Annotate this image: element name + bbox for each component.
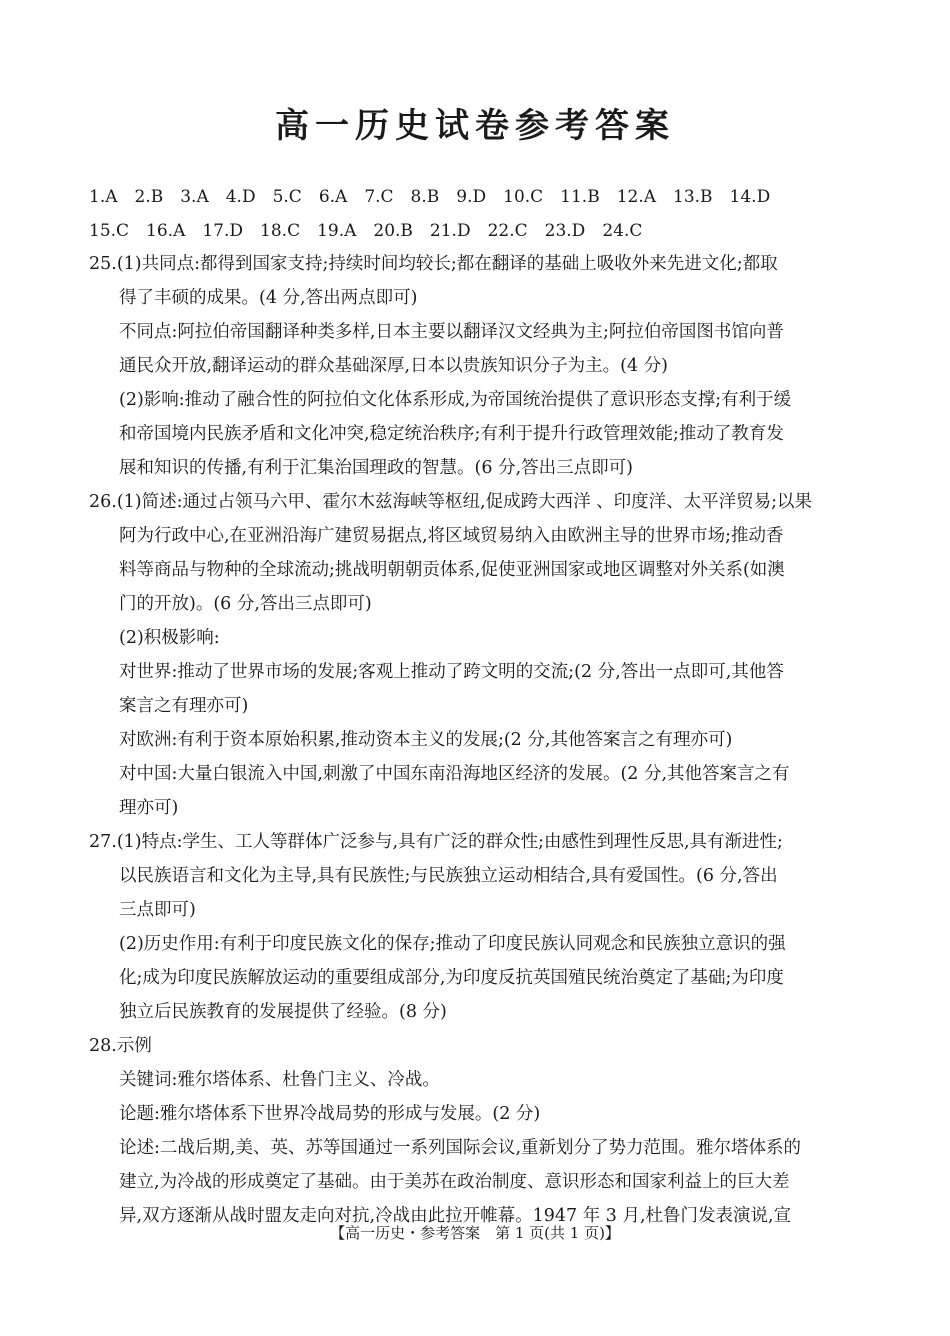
choice-answer: 19.A bbox=[317, 221, 357, 241]
page-footer: 【高一历史・参考答案 第 1 页(共 1 页)】 bbox=[330, 1224, 620, 1242]
answer-line: 案言之有理亦可) bbox=[119, 696, 249, 716]
choice-answer: 14.D bbox=[729, 187, 771, 207]
answer-line: 和帝国境内民族矛盾和文化冲突,稳定统治秩序;有利于提升行政管理效能;推动了教育发 bbox=[119, 424, 784, 444]
choice-answer: 13.B bbox=[673, 187, 713, 207]
choice-answer: 5.C bbox=[272, 187, 302, 207]
answer-body bbox=[89, 247, 864, 1233]
answer-line: 展和知识的传播,有利于汇集治国理政的智慧。(6 分,答出三点即可) bbox=[119, 458, 633, 478]
answer-line: 理亦可) bbox=[119, 798, 179, 818]
answer-line: 论述:二战后期,美、英、苏等国通过一系列国际会议,重新划分了势力范围。雅尔塔体系的 bbox=[119, 1138, 802, 1158]
choice-answer: 10.C bbox=[503, 187, 544, 207]
answer-line: 以民族语言和文化为主导,具有民族性;与民族独立运动相结合,具有爱国性。(6 分,答出 bbox=[119, 866, 778, 886]
choice-answer: 8.B bbox=[410, 187, 440, 207]
answer-line: 论题:雅尔塔体系下世界冷战局势的形成与发展。(2 分) bbox=[119, 1104, 541, 1124]
answer-line: 得了丰硕的成果。(4 分,答出两点即可) bbox=[119, 288, 418, 308]
choice-answer: 11.B bbox=[560, 187, 600, 207]
answer-line: 独立后民族教育的发展提供了经验。(8 分) bbox=[119, 1002, 447, 1022]
choice-answer: 2.B bbox=[134, 187, 164, 207]
answer-line: 关键词:雅尔塔体系、杜鲁门主义、冷战。 bbox=[119, 1070, 440, 1090]
answer-line: 三点即可) bbox=[119, 900, 196, 920]
choice-answer: 20.B bbox=[373, 221, 413, 241]
page-title: 高一历史试卷参考答案 bbox=[275, 106, 675, 146]
choice-answer: 22.C bbox=[487, 221, 528, 241]
answer-line: 门的开放)。(6 分,答出三点即可) bbox=[119, 594, 372, 614]
answer-line: 对欧洲:有利于资本原始积累,推动资本主义的发展;(2 分,其他答案言之有理亦可) bbox=[119, 730, 733, 750]
answer-line: 25.(1)共同点:都得到国家支持;持续时间均较长;都在翻译的基础上吸收外来先进文化;都取 bbox=[89, 254, 778, 274]
answer-line: 通民众开放,翻译运动的群众基础深厚,日本以贵族知识分子为主。(4 分) bbox=[119, 356, 668, 376]
answer-line: 对世界:推动了世界市场的发展;客观上推动了跨文明的交流;(2 分,答出一点即可,其他答 bbox=[119, 662, 784, 682]
choice-answer: 6.A bbox=[318, 187, 348, 207]
choice-row-1 bbox=[89, 180, 879, 214]
choice-answer: 1.A bbox=[89, 187, 118, 207]
answer-line: 异,双方逐渐从战时盟友走向对抗,冷战由此拉开帷幕。1947 年 3 月,杜鲁门发表演说,宣 bbox=[119, 1206, 792, 1226]
answer-line: 建立,为冷战的形成奠定了基础。由于美苏在政治制度、意识形态和国家利益上的巨大差 bbox=[119, 1172, 790, 1192]
choice-row-2 bbox=[89, 214, 879, 248]
answer-line: 28.示例 bbox=[89, 1036, 152, 1056]
choice-answer: 4.D bbox=[225, 187, 256, 207]
choice-answer: 7.C bbox=[364, 187, 394, 207]
choice-answer: 23.D bbox=[544, 221, 586, 241]
choice-answer: 15.C bbox=[89, 221, 130, 241]
choice-answer: 3.A bbox=[180, 187, 209, 207]
answer-line: (2)影响:推动了融合性的阿拉伯文化体系形成,为帝国统治提供了意识形态支撑;有利于缓 bbox=[119, 390, 792, 410]
answer-line: 对中国:大量白银流入中国,刺激了中国东南沿海地区经济的发展。(2 分,其他答案言之有 bbox=[119, 764, 790, 784]
choice-answer: 24.C bbox=[602, 221, 643, 241]
choice-answer: 18.C bbox=[260, 221, 301, 241]
choice-answer: 9.D bbox=[456, 187, 487, 207]
answer-line: (2)历史作用:有利于印度民族文化的保存;推动了印度民族认同观念和民族独立意识的强 bbox=[119, 934, 786, 954]
answer-line: 不同点:阿拉伯帝国翻译种类多样,日本主要以翻译汉文经典为主;阿拉伯帝国图书馆向普 bbox=[119, 322, 784, 342]
choice-answer: 16.A bbox=[146, 221, 186, 241]
answer-line: (2)积极影响: bbox=[119, 628, 220, 648]
answer-line: 26.(1)简述:通过占领马六甲、霍尔木兹海峡等枢纽,促成跨大西洋 、印度洋、太平洋贸易;以果 bbox=[89, 492, 813, 512]
answer-line: 阿为行政中心,在亚洲沿海广建贸易据点,将区域贸易纳入由欧洲主导的世界市场;推动香 bbox=[119, 526, 784, 546]
answer-line: 料等商品与物种的全球流动;挑战明朝朝贡体系,促使亚洲国家或地区调整对外关系(如澳 bbox=[119, 560, 785, 580]
answer-line: 27.(1)特点:学生、工人等群体广泛参与,具有广泛的群众性;由感性到理性反思,具有渐进性; bbox=[89, 832, 783, 852]
choice-answer: 12.A bbox=[616, 187, 657, 207]
answer-line: 化;成为印度民族解放运动的重要组成部分,为印度反抗英国殖民统治奠定了基础;为印度 bbox=[119, 968, 784, 988]
choice-answer: 21.D bbox=[429, 221, 471, 241]
choice-answers bbox=[89, 180, 879, 248]
choice-answer: 17.D bbox=[202, 221, 244, 241]
